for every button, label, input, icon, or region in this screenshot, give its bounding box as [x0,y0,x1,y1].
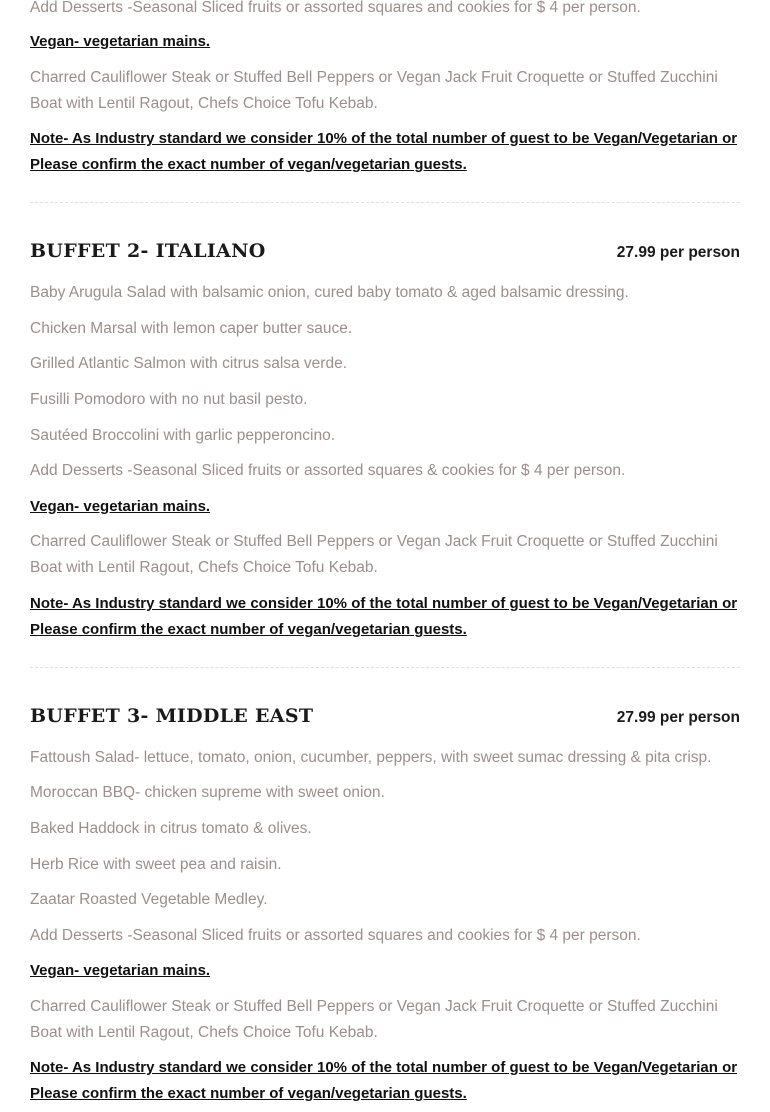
vegan-heading: Vegan- vegetarian mains. [30,498,211,515]
vegan-heading: Vegan- vegetarian mains. [30,33,211,50]
menu-item: Baby Arugula Salad with balsamic onion, cured baby tomato & aged balsamic dressing. [30,284,629,301]
vegan-text: Charred Cauliflower Steak or Stuffed Bell Peppers or Vegan Jack Fruit Croquette or Stuffed Zucchini Boat with Lentil Ragout, Chefs Choice Tofu Kebab. [30,69,718,112]
vegan-text: Charred Cauliflower Steak or Stuffed Bell Peppers or Vegan Jack Fruit Croquette or Stuffed Zucchini Boat with Lentil Ragout, Chefs Choice Tofu Kebab. [30,533,718,576]
menu-item: Fusilli Pomodoro with no nut basil pesto. [30,391,308,408]
desserts-line: Add Desserts -Seasonal Sliced fruits or assorted squares and cookies for $ 4 per person. [30,0,641,16]
buffet-price: 27.99 per person [616,709,740,726]
buffet-title: BUFFET 3- MIDDLE EAST [30,705,314,727]
menu-item: Sautéed Broccolini with garlic pepperoncino. [30,427,336,444]
section-divider [30,667,740,668]
menu-item: Baked Haddock in citrus tomato & olives. [30,820,312,837]
desserts-line: Add Desserts -Seasonal Sliced fruits or assorted squares and cookies for $ 4 per person. [30,927,641,944]
menu-item: Herb Rice with sweet pea and raisin. [30,856,282,873]
menu-item: Chicken Marsal with lemon caper butter sauce. [30,320,353,337]
vegan-heading: Vegan- vegetarian mains. [30,962,211,979]
buffet-price: 27.99 per person [616,244,740,261]
desserts-line: Add Desserts -Seasonal Sliced fruits or assorted squares & cookies for $ 4 per person. [30,462,626,479]
vegan-note: Note- As Industry standard we consider 10% of the total number of guest to be Vegan/Vegetarian or Please confirm the exact number of vegan/vegetarian guests. [30,1059,738,1102]
vegan-note: Note- As Industry standard we consider 10% of the total number of guest to be Vegan/Vegetarian or Please confirm the exact number of vegan/vegetarian guests. [30,130,738,173]
menu-item: Moroccan BBQ- chicken supreme with sweet onion. [30,784,385,801]
menu-item: Zaatar Roasted Vegetable Medley. [30,891,268,908]
buffet-title: BUFFET 2- ITALIANO [30,240,266,262]
section-divider [30,202,740,203]
vegan-text: Charred Cauliflower Steak or Stuffed Bell Peppers or Vegan Jack Fruit Croquette or Stuffed Zucchini Boat with Lentil Ragout, Chefs Choice Tofu Kebab. [30,998,718,1041]
buffet-header [30,705,740,727]
buffet-header [30,240,740,262]
menu-item: Grilled Atlantic Salmon with citrus salsa verde. [30,355,348,372]
vegan-note: Note- As Industry standard we consider 10% of the total number of guest to be Vegan/Vegetarian or Please confirm the exact number of vegan/vegetarian guests. [30,595,738,638]
menu-item: Fattoush Salad- lettuce, tomato, onion, cucumber, peppers, with sweet sumac dressing & pita crisp. [30,749,712,766]
